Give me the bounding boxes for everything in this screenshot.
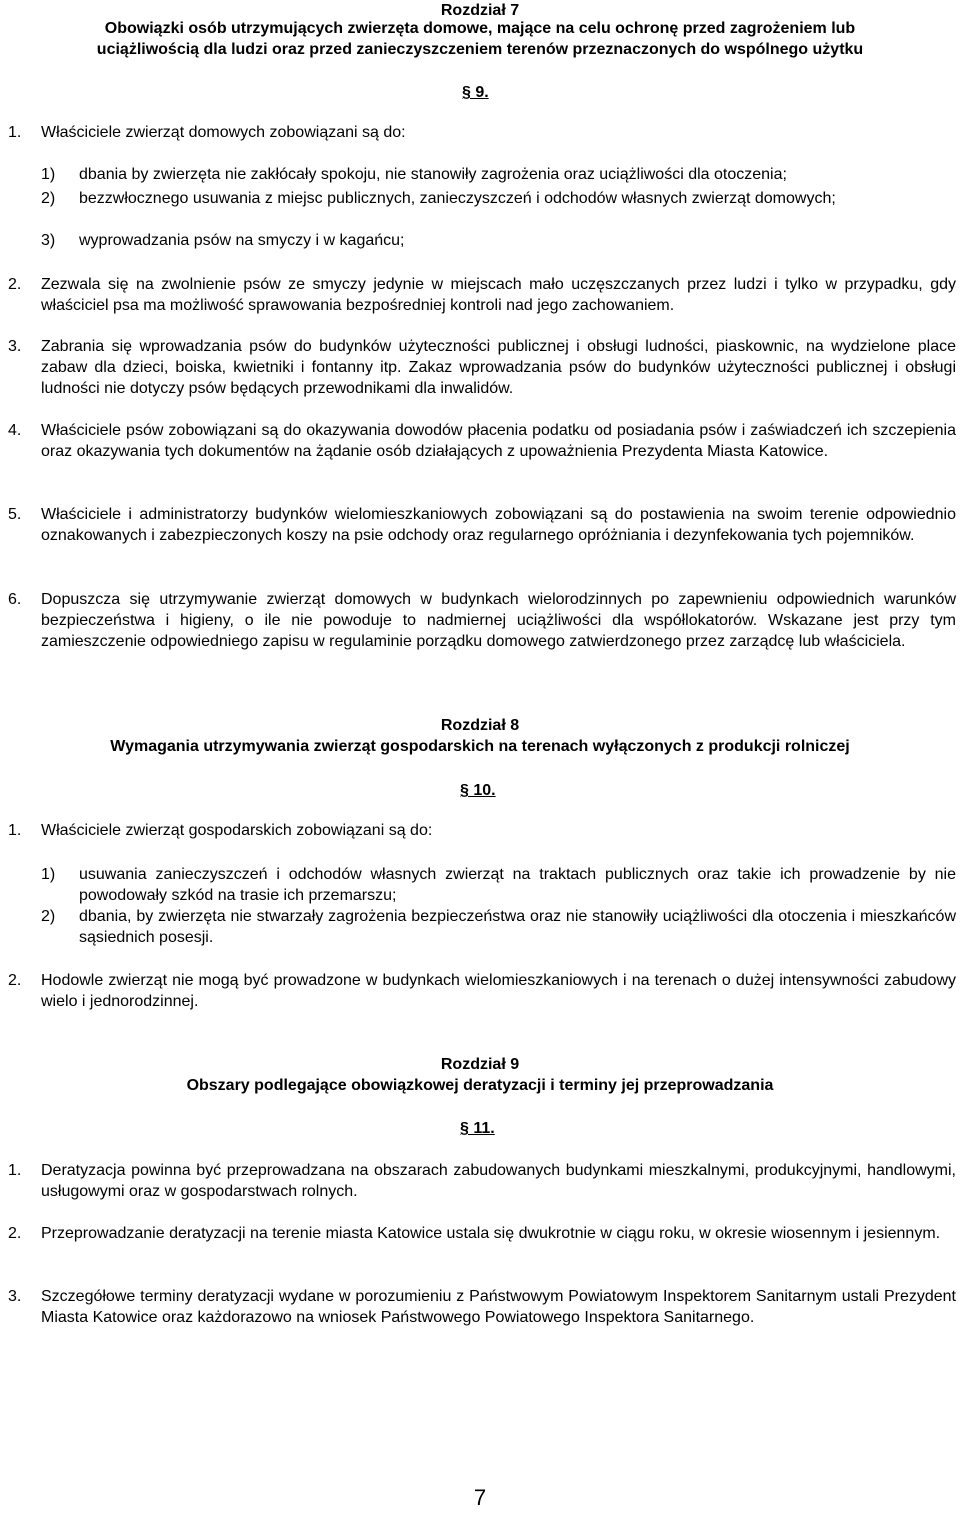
section-9-heading: § 9. bbox=[462, 84, 489, 101]
item-text: Deratyzacja powinna być przeprowadzana na obszarach zabudowanych budynkami mieszkalnymi, produkcyjnymi, handlowymi, usługowymi oraz w gospodarstwach rolnych. bbox=[41, 1162, 956, 1200]
item-text: Właściciele i administratorzy budynków wielomieszkaniowych zobowiązani są do postawienia na swoim terenie odpowiednio oznakowanych i zabezpieczonych koszy na psie odchody oraz regularnego opróżniania i dezynfekowania tych pojemników. bbox=[41, 506, 956, 544]
subitem-text: bezzwłocznego usuwania z miejsc publicznych, zanieczyszczeń i odchodów własnych zwierząt domowych; bbox=[79, 190, 836, 207]
ch9-item-3 bbox=[8, 1286, 956, 1328]
item-text: Przeprowadzanie deratyzacji na terenie miasta Katowice ustala się dwukrotnie w ciągu roku, w okresie wiosennym i jesiennym. bbox=[41, 1225, 941, 1242]
item-text: Zezwala się na zwolnienie psów ze smyczy jedynie w miejscach mało uczęszczanych przez ludzi i tylko w przypadku, gdy właściciel psa ma możliwość sprawowania bezpośredniej kontroli nad jego zachowaniem. bbox=[41, 276, 956, 314]
ch7-item-5 bbox=[8, 504, 956, 546]
ch7-item-6 bbox=[8, 589, 956, 652]
ch9-item-1 bbox=[8, 1160, 956, 1202]
chapter-7-title-line-1: Obowiązki osób utrzymujących zwierzęta domowe, mające na celu ochronę przed zagrożeniem lub bbox=[104, 20, 856, 37]
item-number: 2. bbox=[8, 972, 22, 989]
subitem-number: 1) bbox=[41, 166, 56, 183]
ch8-item-2 bbox=[8, 970, 956, 1012]
chapter-8-heading: Rozdział 8 bbox=[440, 717, 520, 734]
subitem-number: 2) bbox=[41, 190, 56, 207]
ch7-subitem-2 bbox=[41, 188, 956, 209]
page-number: 7 bbox=[473, 1485, 487, 1510]
item-number: 1. bbox=[8, 124, 22, 141]
subitem-text: usuwania zanieczyszczeń i odchodów własnych zwierząt na traktach publicznych oraz takie ich prowadzenie by nie powodowały szkód na trasie ich przemarszu; bbox=[79, 866, 956, 904]
chapter-9-heading: Rozdział 9 bbox=[440, 1056, 520, 1073]
subitem-number: 1) bbox=[41, 866, 56, 883]
item-text: Szczegółowe terminy deratyzacji wydane w porozumieniu z Państwowym Powiatowym Inspektorem Sanitarnym ustali Prezydent Miasta Katowice oraz każdorazowo na wniosek Państwowego Powiatowego Inspektora Sanitarnego. bbox=[41, 1288, 956, 1326]
ch7-subitem-3 bbox=[41, 230, 956, 251]
item-text: Dopuszcza się utrzymywanie zwierząt domowych w budynkach wielorodzinnych po zapewnieniu odpowiednich warunków bezpieczeństwa i higieny, o ile nie powoduje to nadmiernej uciążliwości dla współlokatorów. Wskazane jest przy tym zamieszczenie odpowiedniego zapisu w regulaminie porządku domowego zatwierdzonego przez zarządcę lub właściciela. bbox=[41, 591, 956, 650]
item-number: 2. bbox=[8, 276, 22, 293]
item-number: 3. bbox=[8, 338, 22, 355]
item-number: 1. bbox=[8, 822, 22, 839]
item-text: Właściciele zwierząt gospodarskich zobowiązani są do: bbox=[41, 822, 433, 839]
chapter-8-title: Wymagania utrzymywania zwierząt gospodarskich na terenach wyłączonych z produkcji rolniczej bbox=[110, 738, 850, 755]
ch8-subitem-2 bbox=[41, 906, 956, 948]
chapter-7-heading: Rozdział 7 bbox=[440, 2, 520, 19]
ch7-item-2 bbox=[8, 274, 956, 316]
item-text: Właściciele psów zobowiązani są do okazywania dowodów płacenia podatku od posiadania psów i zaświadczeń ich szczepienia oraz okazywania tych dokumentów na żądanie osób działających z upoważnienia Prezydenta Miasta Katowice. bbox=[41, 422, 956, 460]
ch7-subitem-1 bbox=[41, 164, 956, 185]
section-10-heading: § 10. bbox=[460, 782, 496, 799]
item-number: 6. bbox=[8, 591, 22, 608]
item-number: 2. bbox=[8, 1225, 22, 1242]
subitem-number: 2) bbox=[41, 908, 56, 925]
item-number: 5. bbox=[8, 506, 22, 523]
item-number: 1. bbox=[8, 1162, 22, 1179]
item-text: Właściciele zwierząt domowych zobowiązani są do: bbox=[41, 124, 406, 141]
item-number: 3. bbox=[8, 1288, 22, 1305]
ch8-subitem-1 bbox=[41, 864, 956, 906]
subitem-text: dbania, by zwierzęta nie stwarzały zagrożenia bezpieczeństwa oraz nie stanowiły uciążliwości dla otoczenia i mieszkańców sąsiednich posesji. bbox=[79, 908, 956, 946]
subitem-text: dbania by zwierzęta nie zakłócały spokoju, nie stanowiły zagrożenia oraz uciążliwości dla otoczenia; bbox=[79, 166, 787, 183]
item-text: Zabrania się wprowadzania psów do budynków użyteczności publicznej i obsługi ludności, piaskownic, na wydzielone place zabaw dla dzieci, boiska, kwietniki i fontanny itp. Zakaz wprowadzania psów do budynków użyteczności publicznej i obsługi ludności nie dotyczy psów będących przewodnikami dla inwalidów. bbox=[41, 338, 956, 397]
chapter-9-title: Obszary podlegające obowiązkowej deratyzacji i terminy jej przeprowadzania bbox=[186, 1077, 774, 1094]
ch7-item-4 bbox=[8, 420, 956, 462]
subitem-text: wyprowadzania psów na smyczy i w kagańcu; bbox=[79, 232, 405, 249]
ch9-item-2 bbox=[8, 1223, 956, 1244]
ch8-item-1 bbox=[8, 820, 956, 841]
ch7-item-3 bbox=[8, 336, 956, 399]
section-11-heading: § 11. bbox=[460, 1120, 495, 1137]
item-number: 4. bbox=[8, 422, 22, 439]
chapter-7-title-line-2: uciążliwością dla ludzi oraz przed zanieczyszczeniem terenów przeznaczonych do wspólnego użytku bbox=[96, 41, 864, 58]
ch7-item-1 bbox=[8, 122, 956, 143]
subitem-number: 3) bbox=[41, 232, 56, 249]
item-text: Hodowle zwierząt nie mogą być prowadzone w budynkach wielomieszkaniowych i na terenach o dużej intensywności zabudowy wielo i jednorodzinnej. bbox=[41, 972, 956, 1010]
